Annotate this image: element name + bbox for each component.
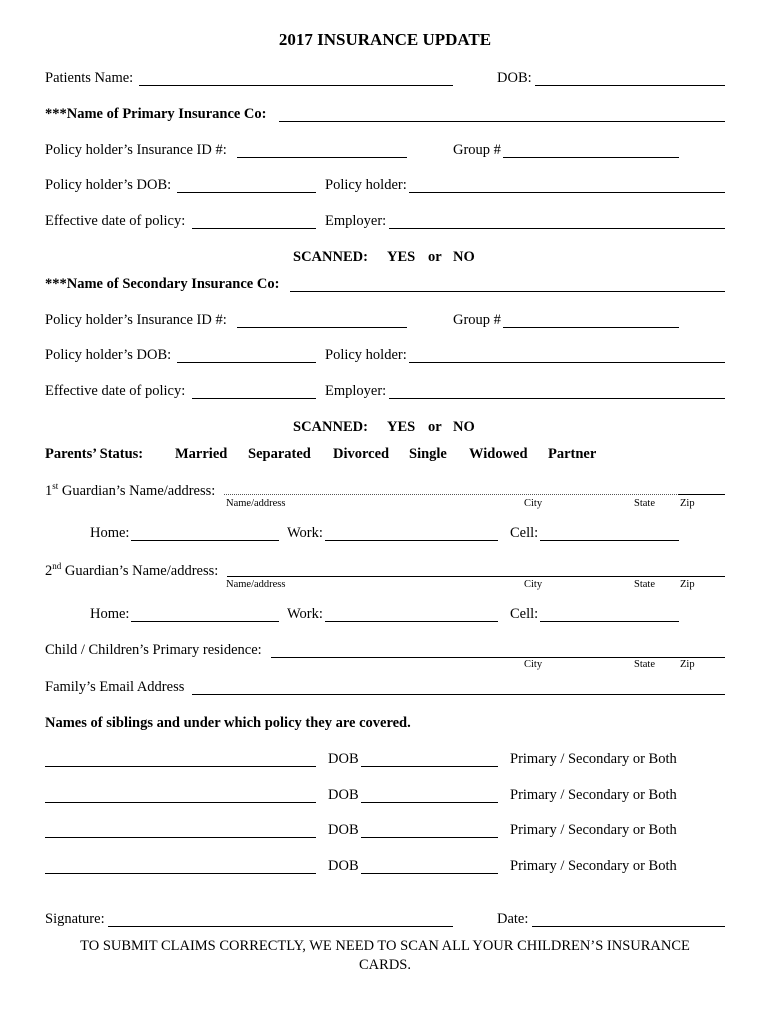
sibling-name-field[interactable]	[45, 766, 316, 767]
patient-dob-label: DOB:	[497, 70, 532, 86]
residence-sub-city: City	[524, 659, 543, 670]
primary-employer-label: Employer:	[325, 213, 387, 229]
residence-sub-state: State	[634, 659, 655, 670]
sibling-dob-field[interactable]	[361, 802, 498, 803]
email-field[interactable]	[192, 694, 725, 695]
guardian2-address-field[interactable]	[227, 576, 725, 577]
status-option-divorced[interactable]: Divorced	[333, 446, 390, 462]
residence-field[interactable]	[271, 657, 725, 658]
guardian2-cell-field[interactable]	[540, 621, 679, 622]
secondary-scanned-yes[interactable]: YES	[387, 419, 416, 435]
status-option-separated[interactable]: Separated	[248, 446, 311, 462]
patient-dob-field[interactable]	[535, 85, 725, 86]
guardian2-home-label: Home:	[90, 606, 130, 622]
primary-effective-label: Effective date of policy:	[45, 213, 186, 229]
sibling-coverage-label[interactable]: Primary / Secondary or Both	[510, 822, 677, 838]
primary-scanned-or: or	[428, 249, 442, 265]
patient-name-label: Patients Name:	[45, 70, 134, 86]
status-option-widowed[interactable]: Widowed	[469, 446, 528, 462]
primary-holder-field[interactable]	[409, 192, 725, 193]
primary-scanned-no[interactable]: NO	[453, 249, 475, 265]
sibling-dob-label: DOB	[328, 822, 359, 838]
primary-id-label: Policy holder’s Insurance ID #:	[45, 142, 227, 158]
secondary-holder-dob-label: Policy holder’s DOB:	[45, 347, 172, 363]
guardian1-sub-zip: Zip	[680, 498, 695, 509]
sibling-name-field[interactable]	[45, 802, 316, 803]
guardian2-home-field[interactable]	[131, 621, 279, 622]
secondary-employer-field[interactable]	[389, 398, 725, 399]
secondary-effective-field[interactable]	[192, 398, 316, 399]
email-label: Family’s Email Address	[45, 679, 185, 695]
sibling-coverage-label[interactable]: Primary / Secondary or Both	[510, 787, 677, 803]
siblings-heading: Names of siblings and under which policy they are covered.	[45, 715, 411, 731]
status-option-single[interactable]: Single	[409, 446, 447, 462]
guardian1-sub-name: Name/address	[226, 498, 286, 509]
secondary-group-label: Group #	[453, 312, 501, 328]
residence-label: Child / Children’s Primary residence:	[45, 642, 262, 658]
primary-holder-dob-label: Policy holder’s DOB:	[45, 177, 172, 193]
primary-holder-label: Policy holder:	[325, 177, 407, 193]
date-field[interactable]	[532, 926, 725, 927]
primary-employer-field[interactable]	[389, 228, 725, 229]
secondary-insurance-heading: ***Name of Secondary Insurance Co:	[45, 276, 280, 292]
guardian1-sub-city: City	[524, 498, 543, 509]
guardian1-sub-state: State	[634, 498, 655, 509]
parents-status-label: Parents’ Status:	[45, 446, 144, 462]
primary-effective-field[interactable]	[192, 228, 316, 229]
sibling-dob-label: DOB	[328, 858, 359, 874]
guardian2-label: 2nd Guardian’s Name/address:	[45, 561, 219, 579]
guardian1-address-field[interactable]	[224, 494, 725, 495]
guardian1-cell-field[interactable]	[540, 540, 679, 541]
secondary-scanned-no[interactable]: NO	[453, 419, 475, 435]
guardian2-work-label: Work:	[287, 606, 323, 622]
guardian1-home-field[interactable]	[131, 540, 279, 541]
secondary-holder-dob-field[interactable]	[177, 362, 316, 363]
patient-name-field[interactable]	[139, 85, 453, 86]
signature-label: Signature:	[45, 911, 105, 927]
sibling-name-field[interactable]	[45, 873, 316, 874]
primary-holder-dob-field[interactable]	[177, 192, 316, 193]
footer-notice-line1: TO SUBMIT CLAIMS CORRECTLY, WE NEED TO SCAN ALL YOUR CHILDREN’S INSURANCE	[80, 938, 690, 954]
guardian2-work-field[interactable]	[325, 621, 498, 622]
sibling-dob-field[interactable]	[361, 837, 498, 838]
guardian1-label: 1st Guardian’s Name/address:	[45, 481, 216, 499]
secondary-holder-label: Policy holder:	[325, 347, 407, 363]
guardian1-zip-field[interactable]	[678, 494, 725, 495]
sibling-name-field[interactable]	[45, 837, 316, 838]
secondary-group-field[interactable]	[503, 327, 679, 328]
primary-group-field[interactable]	[503, 157, 679, 158]
guardian2-cell-label: Cell:	[510, 606, 539, 622]
guardian2-sub-state: State	[634, 579, 655, 590]
status-option-partner[interactable]: Partner	[548, 446, 597, 462]
primary-scanned-yes[interactable]: YES	[387, 249, 416, 265]
guardian1-work-label: Work:	[287, 525, 323, 541]
guardian1-work-field[interactable]	[325, 540, 498, 541]
primary-insurance-heading: ***Name of Primary Insurance Co:	[45, 106, 267, 122]
secondary-id-field[interactable]	[237, 327, 407, 328]
guardian1-cell-label: Cell:	[510, 525, 539, 541]
page-title: 2017 INSURANCE UPDATE	[278, 30, 492, 49]
status-option-married[interactable]: Married	[175, 446, 228, 462]
secondary-holder-field[interactable]	[409, 362, 725, 363]
secondary-employer-label: Employer:	[325, 383, 387, 399]
sibling-dob-field[interactable]	[361, 766, 498, 767]
date-label: Date:	[497, 911, 529, 927]
primary-scanned-label: SCANNED:	[293, 249, 368, 265]
sibling-dob-label: DOB	[328, 787, 359, 803]
sibling-dob-label: DOB	[328, 751, 359, 767]
footer-notice-line2: CARDS.	[359, 957, 411, 973]
guardian2-sub-zip: Zip	[680, 579, 695, 590]
secondary-effective-label: Effective date of policy:	[45, 383, 186, 399]
residence-sub-zip: Zip	[680, 659, 695, 670]
signature-field[interactable]	[108, 926, 453, 927]
secondary-scanned-label: SCANNED:	[293, 419, 368, 435]
guardian1-home-label: Home:	[90, 525, 130, 541]
secondary-insurance-name-field[interactable]	[290, 291, 725, 292]
sibling-coverage-label[interactable]: Primary / Secondary or Both	[510, 858, 677, 874]
primary-id-field[interactable]	[237, 157, 407, 158]
sibling-dob-field[interactable]	[361, 873, 498, 874]
primary-group-label: Group #	[453, 142, 501, 158]
sibling-coverage-label[interactable]: Primary / Secondary or Both	[510, 751, 677, 767]
primary-insurance-name-field[interactable]	[279, 121, 725, 122]
secondary-scanned-or: or	[428, 419, 442, 435]
guardian2-sub-city: City	[524, 579, 543, 590]
secondary-id-label: Policy holder’s Insurance ID #:	[45, 312, 227, 328]
guardian2-sub-name: Name/address	[226, 579, 286, 590]
